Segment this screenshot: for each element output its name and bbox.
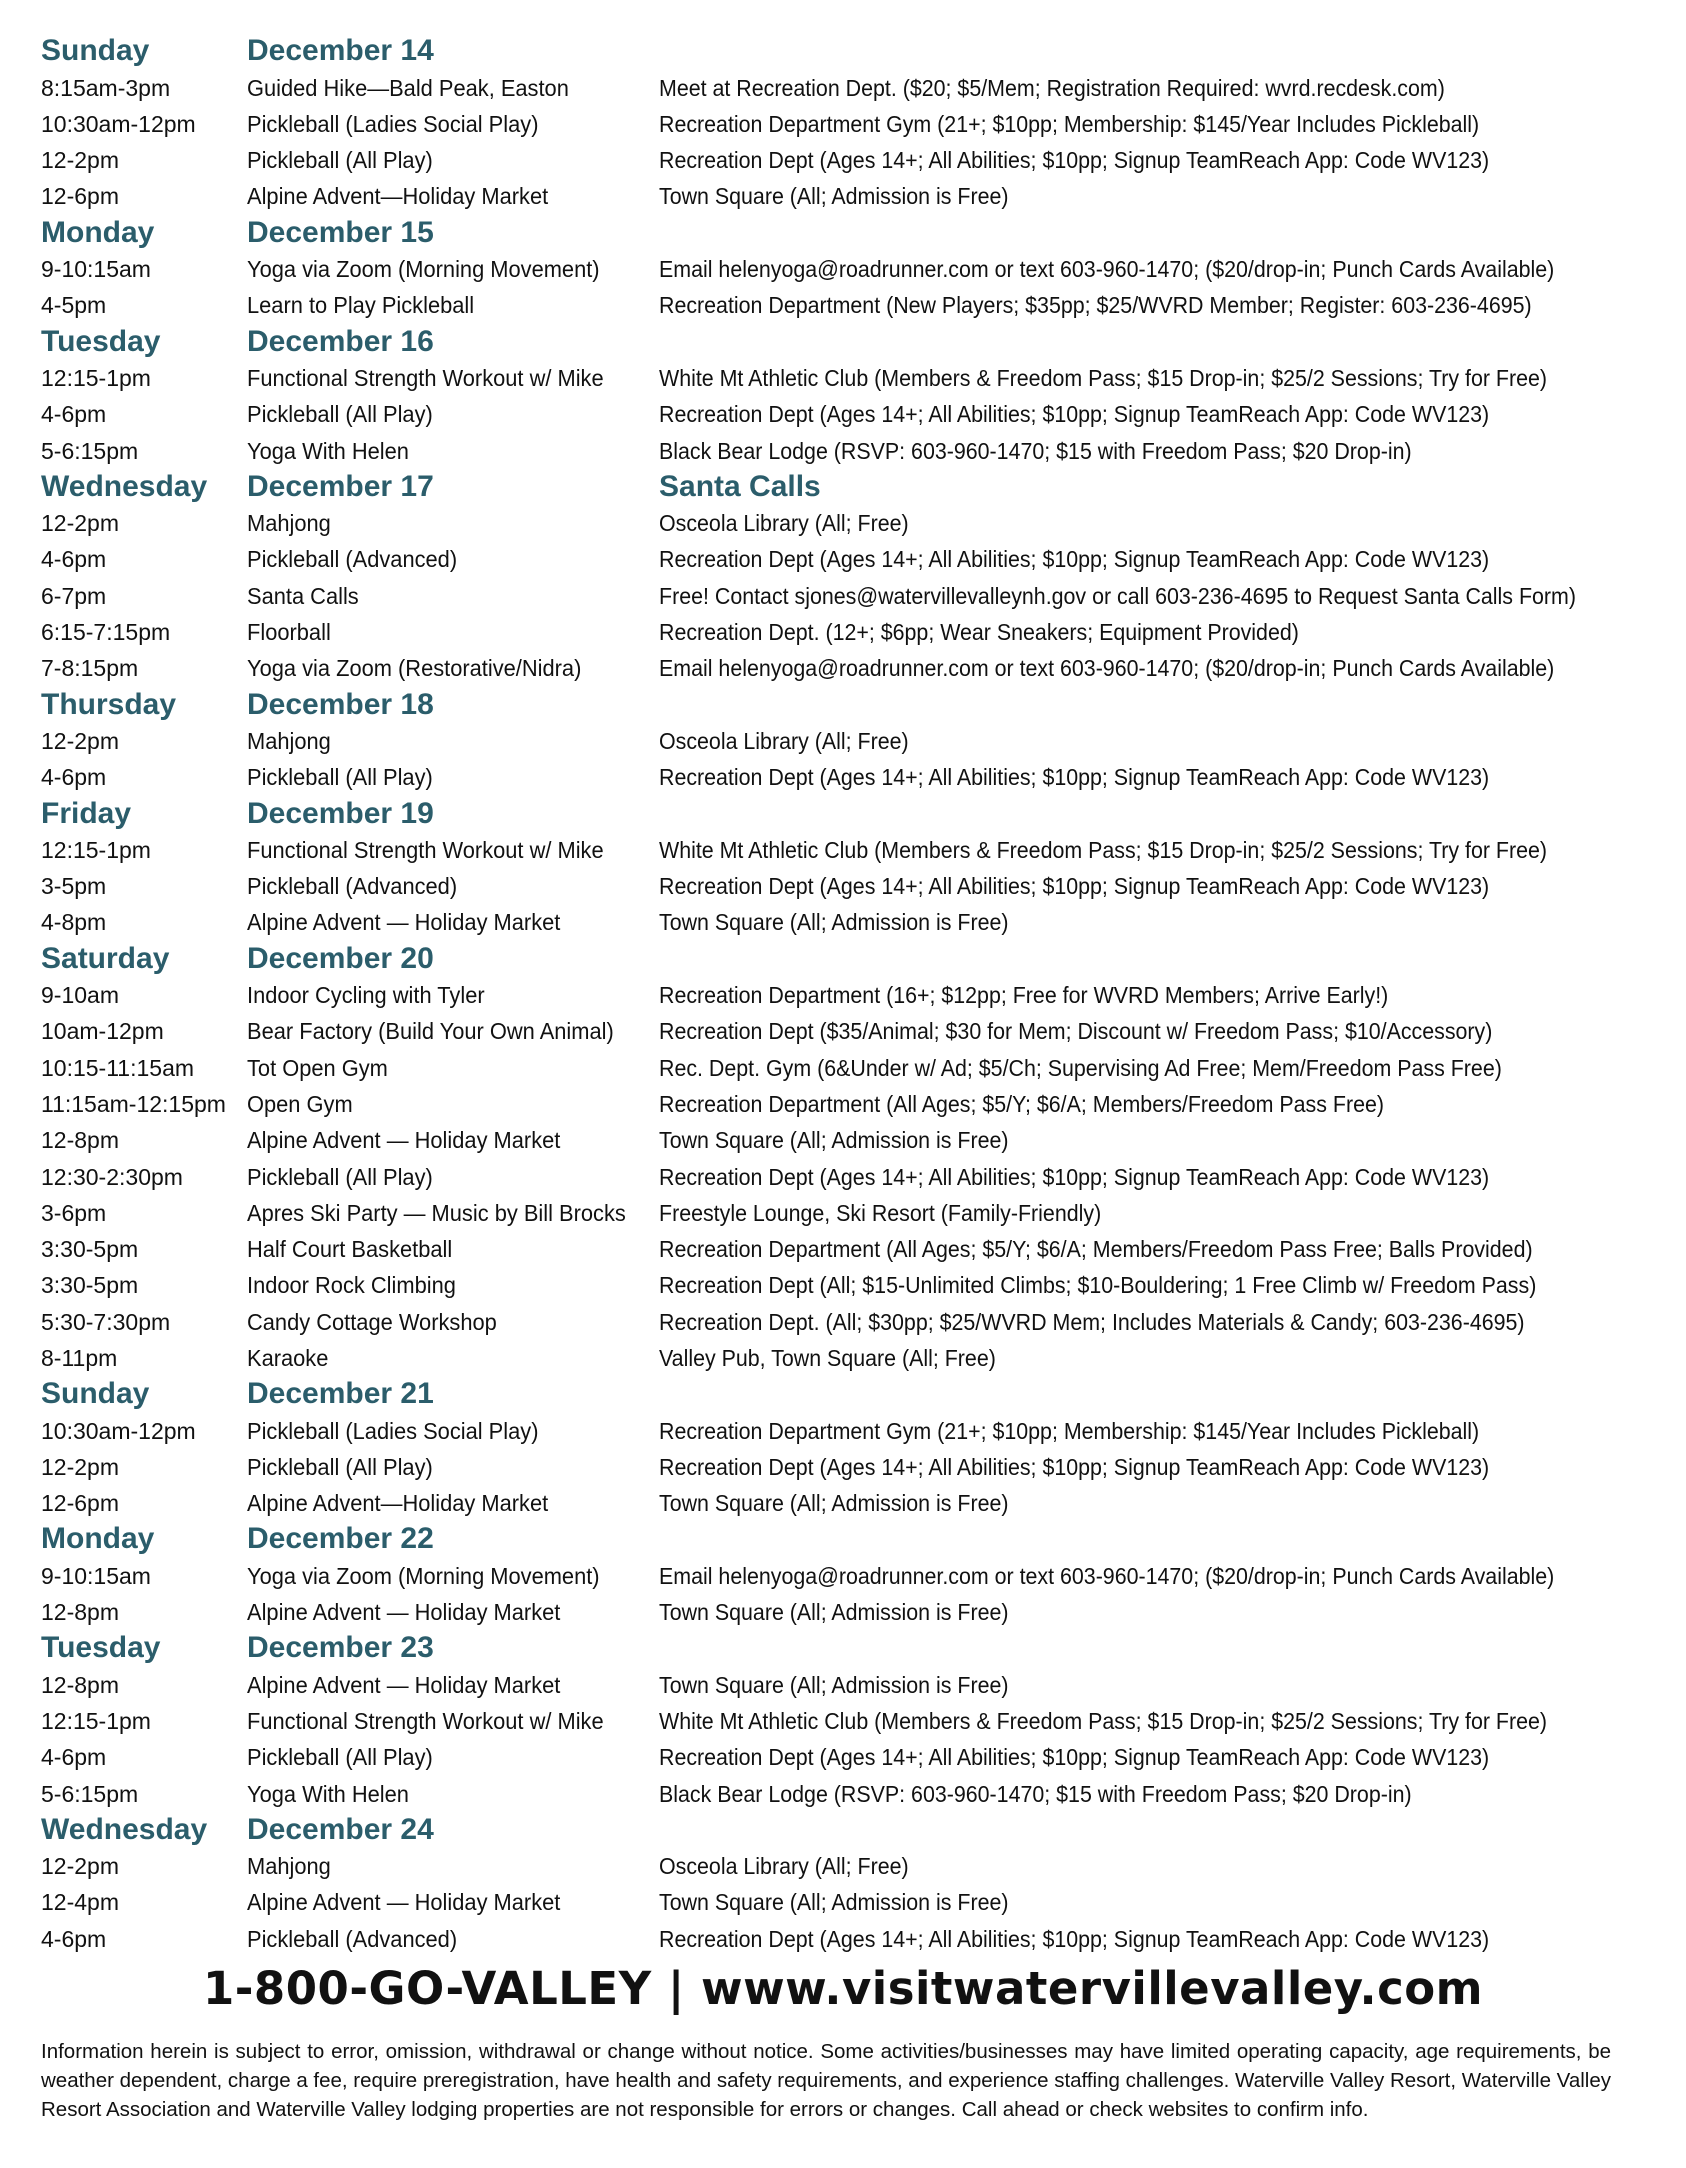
event-details: Recreation Dept (Ages 14+; All Abilities; $10pp; Signup TeamReach App: Code WV123) (659, 1453, 1490, 1480)
event-details: Email helenyoga@roadrunner.com or text 603-960-1470; ($20/drop-in; Punch Cards Available) (659, 256, 1555, 283)
day-name: Monday (41, 215, 155, 249)
contact-line: 1-800-GO-VALLEY | www.visitwatervillevalley.com (202, 1962, 1484, 2015)
event-details: Town Square (All; Admission is Free) (659, 909, 1009, 936)
event-schedule (41, 30, 1671, 1954)
event-row (41, 1736, 1671, 1772)
event-row (41, 1010, 1671, 1046)
event-activity: Functional Strength Workout w/ Mike (247, 364, 604, 391)
event-row (41, 1083, 1671, 1119)
event-time: 3:30-5pm (41, 1272, 139, 1299)
event-activity: Pickleball (All Play) (247, 764, 433, 791)
day-heading (41, 683, 1671, 719)
event-row (41, 175, 1671, 211)
event-details: Osceola Library (All; Free) (659, 727, 909, 754)
event-row (41, 502, 1671, 538)
day-date: December 22 (247, 1522, 434, 1556)
event-activity: Pickleball (Ladies Social Play) (247, 110, 539, 137)
event-time: 12-8pm (41, 1671, 119, 1698)
event-activity: Alpine Advent — Holiday Market (247, 1889, 561, 1916)
day-date: December 17 (247, 469, 434, 503)
event-activity: Mahjong (247, 1853, 331, 1880)
event-row (41, 1409, 1671, 1445)
day-heading (41, 30, 1671, 66)
event-activity: Yoga With Helen (247, 437, 409, 464)
event-row (41, 1663, 1671, 1699)
day-heading (41, 937, 1671, 973)
event-row (41, 574, 1671, 610)
event-activity: Pickleball (Ladies Social Play) (247, 1417, 539, 1444)
event-row (41, 1192, 1671, 1228)
event-activity: Pickleball (Advanced) (247, 546, 458, 573)
event-details: Town Square (All; Admission is Free) (659, 1599, 1009, 1626)
day-date: December 18 (247, 687, 434, 721)
event-activity: Santa Calls (247, 582, 359, 609)
day-date: December 23 (247, 1631, 434, 1665)
event-time: 4-6pm (41, 1744, 107, 1771)
day-date: December 19 (247, 796, 434, 830)
event-activity: Pickleball (All Play) (247, 147, 433, 174)
event-details: Recreation Department Gym (21+; $10pp; Membership: $145/Year Includes Pickleball) (659, 1417, 1480, 1444)
event-time: 5:30-7:30pm (41, 1308, 171, 1335)
day-name: Friday (41, 796, 132, 830)
event-row (41, 66, 1671, 102)
day-heading (41, 211, 1671, 247)
event-row (41, 974, 1671, 1010)
event-activity: Pickleball (Advanced) (247, 1925, 458, 1952)
event-activity: Karaoke (247, 1344, 329, 1371)
event-details: Black Bear Lodge (RSVP: 603-960-1470; $15 with Freedom Pass; $20 Drop-in) (659, 437, 1412, 464)
event-row (41, 357, 1671, 393)
event-row (41, 865, 1671, 901)
event-activity: Mahjong (247, 727, 331, 754)
event-time: 4-6pm (41, 1925, 107, 1952)
event-row (41, 1446, 1671, 1482)
event-row (41, 1119, 1671, 1155)
event-details: Osceola Library (All; Free) (659, 510, 909, 537)
event-row (41, 1300, 1671, 1336)
event-activity: Pickleball (All Play) (247, 1163, 433, 1190)
event-activity: Apres Ski Party — Music by Bill Brocks (247, 1199, 626, 1226)
event-time: 12-8pm (41, 1599, 119, 1626)
event-time: 11:15am-12:15pm (41, 1090, 226, 1117)
day-date: December 15 (247, 215, 434, 249)
event-row (41, 248, 1671, 284)
event-details: Recreation Dept. (12+; $6pp; Wear Sneakers; Equipment Provided) (659, 619, 1299, 646)
event-activity: Functional Strength Workout w/ Mike (247, 1707, 604, 1734)
event-row (41, 1700, 1671, 1736)
event-time: 8-11pm (41, 1344, 118, 1371)
day-date: December 21 (247, 1377, 434, 1411)
event-time: 12-6pm (41, 183, 119, 210)
event-details: Recreation Dept. (All; $30pp; $25/WVRD Mem; Includes Materials & Candy; 603-236-4695) (659, 1308, 1525, 1335)
event-activity: Pickleball (All Play) (247, 401, 433, 428)
event-time: 12-2pm (41, 147, 119, 174)
event-row (41, 1554, 1671, 1590)
event-activity: Alpine Advent — Holiday Market (247, 1671, 561, 1698)
event-time: 12-2pm (41, 727, 119, 754)
event-row (41, 756, 1671, 792)
event-time: 12:15-1pm (41, 364, 151, 391)
event-activity: Pickleball (All Play) (247, 1744, 433, 1771)
event-row (41, 1482, 1671, 1518)
disclaimer-text: Information herein is subject to error, omission, withdrawal or change without notice. Some activities/businesses may have limited operating capacity, age requirements, be weather dependent, charge a fee, require preregistration, have health and safety requirements, and experience staffing challenges. Waterville Valley Resort, Waterville Valley Resort Association and Waterville Valley lodging properties are not responsible for errors or changes. Call ahead or check websites to confirm info. (41, 2040, 1611, 2121)
event-time: 10:30am-12pm (41, 110, 196, 137)
day-date: December 24 (247, 1812, 434, 1846)
event-time: 12-8pm (41, 1127, 119, 1154)
event-activity: Alpine Advent—Holiday Market (247, 183, 549, 210)
event-details: Recreation Dept (Ages 14+; All Abilities; $10pp; Signup TeamReach App: Code WV123) (659, 1744, 1490, 1771)
event-time: 5-6:15pm (41, 437, 139, 464)
day-date: December 20 (247, 941, 434, 975)
event-time: 12-4pm (41, 1889, 119, 1916)
event-details: Recreation Dept (Ages 14+; All Abilities; $10pp; Signup TeamReach App: Code WV123) (659, 1925, 1490, 1952)
event-activity: Pickleball (All Play) (247, 1453, 433, 1480)
event-details: Recreation Department (All Ages; $5/Y; $6/A; Members/Freedom Pass Free; Balls Provided) (659, 1236, 1533, 1263)
event-time: 4-6pm (41, 401, 107, 428)
event-row (41, 901, 1671, 937)
event-details: Email helenyoga@roadrunner.com or text 603-960-1470; ($20/drop-in; Punch Cards Available) (659, 1562, 1555, 1589)
event-time: 12-2pm (41, 510, 119, 537)
event-details: White Mt Athletic Club (Members & Freedom Pass; $15 Drop-in; $25/2 Sessions; Try for Free) (659, 364, 1548, 391)
event-row (41, 538, 1671, 574)
event-details: White Mt Athletic Club (Members & Freedom Pass; $15 Drop-in; $25/2 Sessions; Try for Free) (659, 836, 1548, 863)
event-activity: Guided Hike—Bald Peak, Easton (247, 74, 569, 101)
event-time: 6-7pm (41, 582, 107, 609)
event-details: Recreation Dept (All; $15-Unlimited Climbs; $10-Bouldering; 1 Free Climb w/ Freedom Pass) (659, 1272, 1537, 1299)
day-name: Saturday (41, 941, 170, 975)
event-details: Free! Contact sjones@watervillevalleynh.gov or call 603-236-4695 to Request Santa Calls Form) (659, 582, 1576, 609)
event-activity: Half Court Basketball (247, 1236, 453, 1263)
event-details: Rec. Dept. Gym (6&Under w/ Ad; $5/Ch; Supervising Ad Free; Mem/Freedom Pass Free) (659, 1054, 1502, 1081)
event-activity: Tot Open Gym (247, 1054, 388, 1081)
event-time: 3-6pm (41, 1199, 107, 1226)
event-activity: Yoga via Zoom (Restorative/Nidra) (247, 655, 582, 682)
day-name: Tuesday (41, 1631, 161, 1665)
event-row (41, 1845, 1671, 1881)
event-time: 4-6pm (41, 546, 107, 573)
day-note: Santa Calls (659, 469, 821, 503)
day-name: Wednesday (41, 1812, 208, 1846)
event-details: Freestyle Lounge, Ski Resort (Family-Friendly) (659, 1199, 1102, 1226)
event-time: 9-10am (41, 982, 119, 1009)
event-activity: Alpine Advent—Holiday Market (247, 1490, 549, 1517)
event-details: Email helenyoga@roadrunner.com or text 603-960-1470; ($20/drop-in; Punch Cards Available) (659, 655, 1555, 682)
event-row (41, 1337, 1671, 1373)
event-activity: Functional Strength Workout w/ Mike (247, 836, 604, 863)
event-row (41, 1917, 1671, 1953)
event-time: 4-5pm (41, 292, 107, 319)
event-row (41, 1264, 1671, 1300)
event-details: Black Bear Lodge (RSVP: 603-960-1470; $15 with Freedom Pass; $20 Drop-in) (659, 1780, 1412, 1807)
event-details: White Mt Athletic Club (Members & Freedom Pass; $15 Drop-in; $25/2 Sessions; Try for Free) (659, 1707, 1548, 1734)
day-name: Wednesday (41, 469, 208, 503)
event-row (41, 829, 1671, 865)
event-time: 6:15-7:15pm (41, 619, 171, 646)
event-activity: Alpine Advent — Holiday Market (247, 909, 561, 936)
event-row (41, 647, 1671, 683)
event-details: Meet at Recreation Dept. ($20; $5/Mem; Registration Required: wvrd.recdesk.com) (659, 74, 1445, 101)
event-time: 10:15-11:15am (41, 1054, 195, 1081)
event-time: 12-2pm (41, 1453, 119, 1480)
event-activity: Alpine Advent — Holiday Market (247, 1599, 561, 1626)
event-activity: Pickleball (Advanced) (247, 873, 458, 900)
event-activity: Candy Cottage Workshop (247, 1308, 497, 1335)
event-details: Town Square (All; Admission is Free) (659, 1671, 1009, 1698)
event-activity: Bear Factory (Build Your Own Animal) (247, 1018, 614, 1045)
event-activity: Learn to Play Pickleball (247, 292, 475, 319)
event-activity: Yoga via Zoom (Morning Movement) (247, 1562, 600, 1589)
event-row (41, 284, 1671, 320)
event-activity: Indoor Cycling with Tyler (247, 982, 485, 1009)
day-heading (41, 1518, 1671, 1554)
event-row (41, 139, 1671, 175)
event-activity: Yoga With Helen (247, 1780, 409, 1807)
event-details: Recreation Department (New Players; $35pp; $25/WVRD Member; Register: 603-236-4695) (659, 292, 1532, 319)
event-time: 10:30am-12pm (41, 1417, 196, 1444)
day-name: Sunday (41, 1377, 150, 1411)
event-time: 9-10:15am (41, 1562, 151, 1589)
event-time: 12-6pm (41, 1490, 119, 1517)
event-details: Recreation Dept (Ages 14+; All Abilities; $10pp; Signup TeamReach App: Code WV123) (659, 873, 1490, 900)
event-time: 5-6:15pm (41, 1780, 139, 1807)
event-time: 12:15-1pm (41, 836, 151, 863)
event-time: 12:30-2:30pm (41, 1163, 183, 1190)
event-activity: Alpine Advent — Holiday Market (247, 1127, 561, 1154)
event-activity: Yoga via Zoom (Morning Movement) (247, 256, 600, 283)
day-name: Thursday (41, 687, 177, 721)
day-heading (41, 1809, 1671, 1845)
event-details: Recreation Dept ($35/Animal; $30 for Mem; Discount w/ Freedom Pass; $10/Accessory) (659, 1018, 1493, 1045)
event-details: Town Square (All; Admission is Free) (659, 1889, 1009, 1916)
event-details: Valley Pub, Town Square (All; Free) (659, 1344, 996, 1371)
event-row (41, 393, 1671, 429)
day-name: Sunday (41, 34, 150, 68)
event-details: Recreation Department (16+; $12pp; Free for WVRD Members; Arrive Early!) (659, 982, 1389, 1009)
event-details: Recreation Department (All Ages; $5/Y; $6/A; Members/Freedom Pass Free) (659, 1090, 1384, 1117)
event-row (41, 611, 1671, 647)
event-row (41, 103, 1671, 139)
event-details: Recreation Dept (Ages 14+; All Abilities; $10pp; Signup TeamReach App: Code WV123) (659, 764, 1490, 791)
event-row (41, 1228, 1671, 1264)
event-row (41, 720, 1671, 756)
event-activity: Floorball (247, 619, 331, 646)
event-row (41, 1155, 1671, 1191)
event-details: Recreation Dept (Ages 14+; All Abilities; $10pp; Signup TeamReach App: Code WV123) (659, 546, 1490, 573)
event-time: 12:15-1pm (41, 1707, 151, 1734)
event-time: 9-10:15am (41, 256, 151, 283)
event-time: 10am-12pm (41, 1018, 164, 1045)
event-activity: Open Gym (247, 1090, 353, 1117)
day-name: Monday (41, 1522, 155, 1556)
day-date: December 16 (247, 324, 434, 358)
event-details: Recreation Dept (Ages 14+; All Abilities; $10pp; Signup TeamReach App: Code WV123) (659, 401, 1490, 428)
day-heading (41, 320, 1671, 356)
event-details: Recreation Dept (Ages 14+; All Abilities; $10pp; Signup TeamReach App: Code WV123) (659, 1163, 1490, 1190)
event-time: 3-5pm (41, 873, 107, 900)
event-time: 4-6pm (41, 764, 107, 791)
event-time: 7-8:15pm (41, 655, 139, 682)
event-details: Town Square (All; Admission is Free) (659, 1127, 1009, 1154)
day-heading (41, 1373, 1671, 1409)
event-time: 3:30-5pm (41, 1236, 139, 1263)
event-row (41, 429, 1671, 465)
day-heading (41, 792, 1671, 828)
day-name: Tuesday (41, 324, 161, 358)
event-activity: Mahjong (247, 510, 331, 537)
event-row (41, 1591, 1671, 1627)
event-details: Town Square (All; Admission is Free) (659, 183, 1009, 210)
event-details: Town Square (All; Admission is Free) (659, 1490, 1009, 1517)
event-row (41, 1046, 1671, 1082)
event-time: 8:15am-3pm (41, 74, 171, 101)
event-time: 4-8pm (41, 909, 107, 936)
event-row (41, 1881, 1671, 1917)
event-details: Recreation Dept (Ages 14+; All Abilities; $10pp; Signup TeamReach App: Code WV123) (659, 147, 1490, 174)
event-row (41, 1772, 1671, 1808)
event-activity: Indoor Rock Climbing (247, 1272, 456, 1299)
event-time: 12-2pm (41, 1853, 119, 1880)
day-heading (41, 466, 1671, 502)
day-date: December 14 (247, 34, 434, 68)
event-details: Osceola Library (All; Free) (659, 1853, 909, 1880)
event-details: Recreation Department Gym (21+; $10pp; Membership: $145/Year Includes Pickleball) (659, 110, 1480, 137)
day-heading (41, 1627, 1671, 1663)
